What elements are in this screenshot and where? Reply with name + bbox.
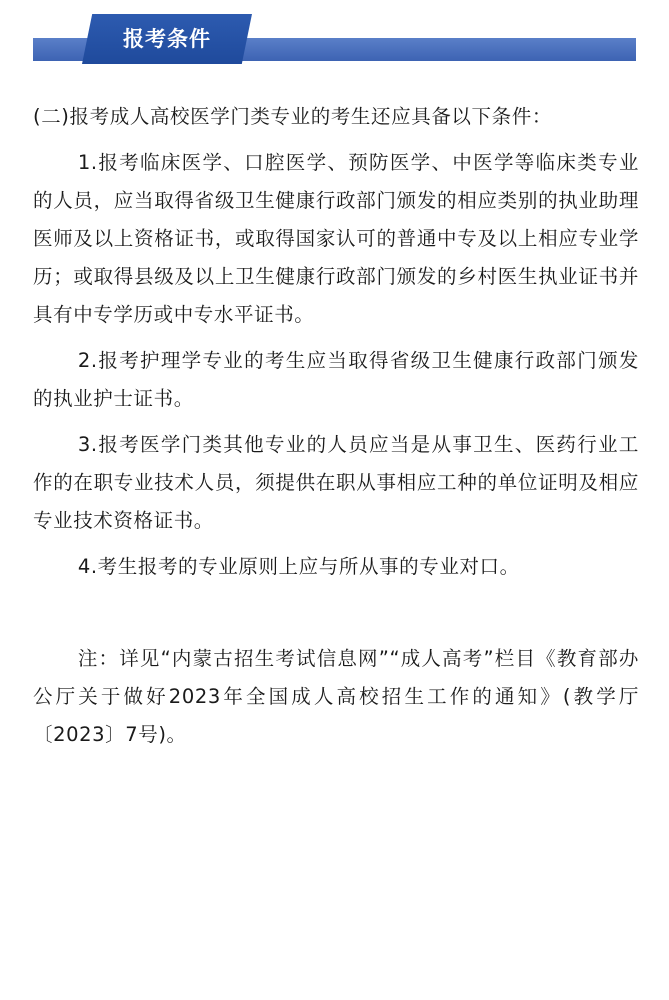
- condition-item-1: 1.报考临床医学、口腔医学、预防医学、中医学等临床类专业的人员，应当取得省级卫生健康行政部门颁发的相应类别的执业助理医师及以上资格证书，或取得国家认可的普通中专及以上相应专业学历；或取得县级及以上卫生健康行政部门颁发的乡村医生执业证书并具有中专学历或中专水平证书。: [33, 151, 639, 326]
- condition-item-4: 4.考生报考的专业原则上应与所从事的专业对口。: [77, 555, 520, 578]
- condition-item-3: 3.报考医学门类其他专业的人员应当是从事卫生、医药行业工作的在职专业技术人员，须提供在职从事相应工种的单位证明及相应专业技术资格证书。: [33, 433, 639, 532]
- document-body: [33, 98, 639, 754]
- intro-paragraph: (二)报考成人高校医学门类专业的考生还应具备以下条件：: [33, 105, 552, 128]
- condition-item-2: 2.报考护理学专业的考生应当取得省级卫生健康行政部门颁发的执业护士证书。: [33, 349, 639, 410]
- section-title: 报考条件: [123, 27, 211, 51]
- note-paragraph: 注：详见“内蒙古招生考试信息网”“成人高考”栏目《教育部办公厅关于做好2023年全国成人高校招生工作的通知》(教学厅〔2023〕7号)。: [33, 647, 639, 746]
